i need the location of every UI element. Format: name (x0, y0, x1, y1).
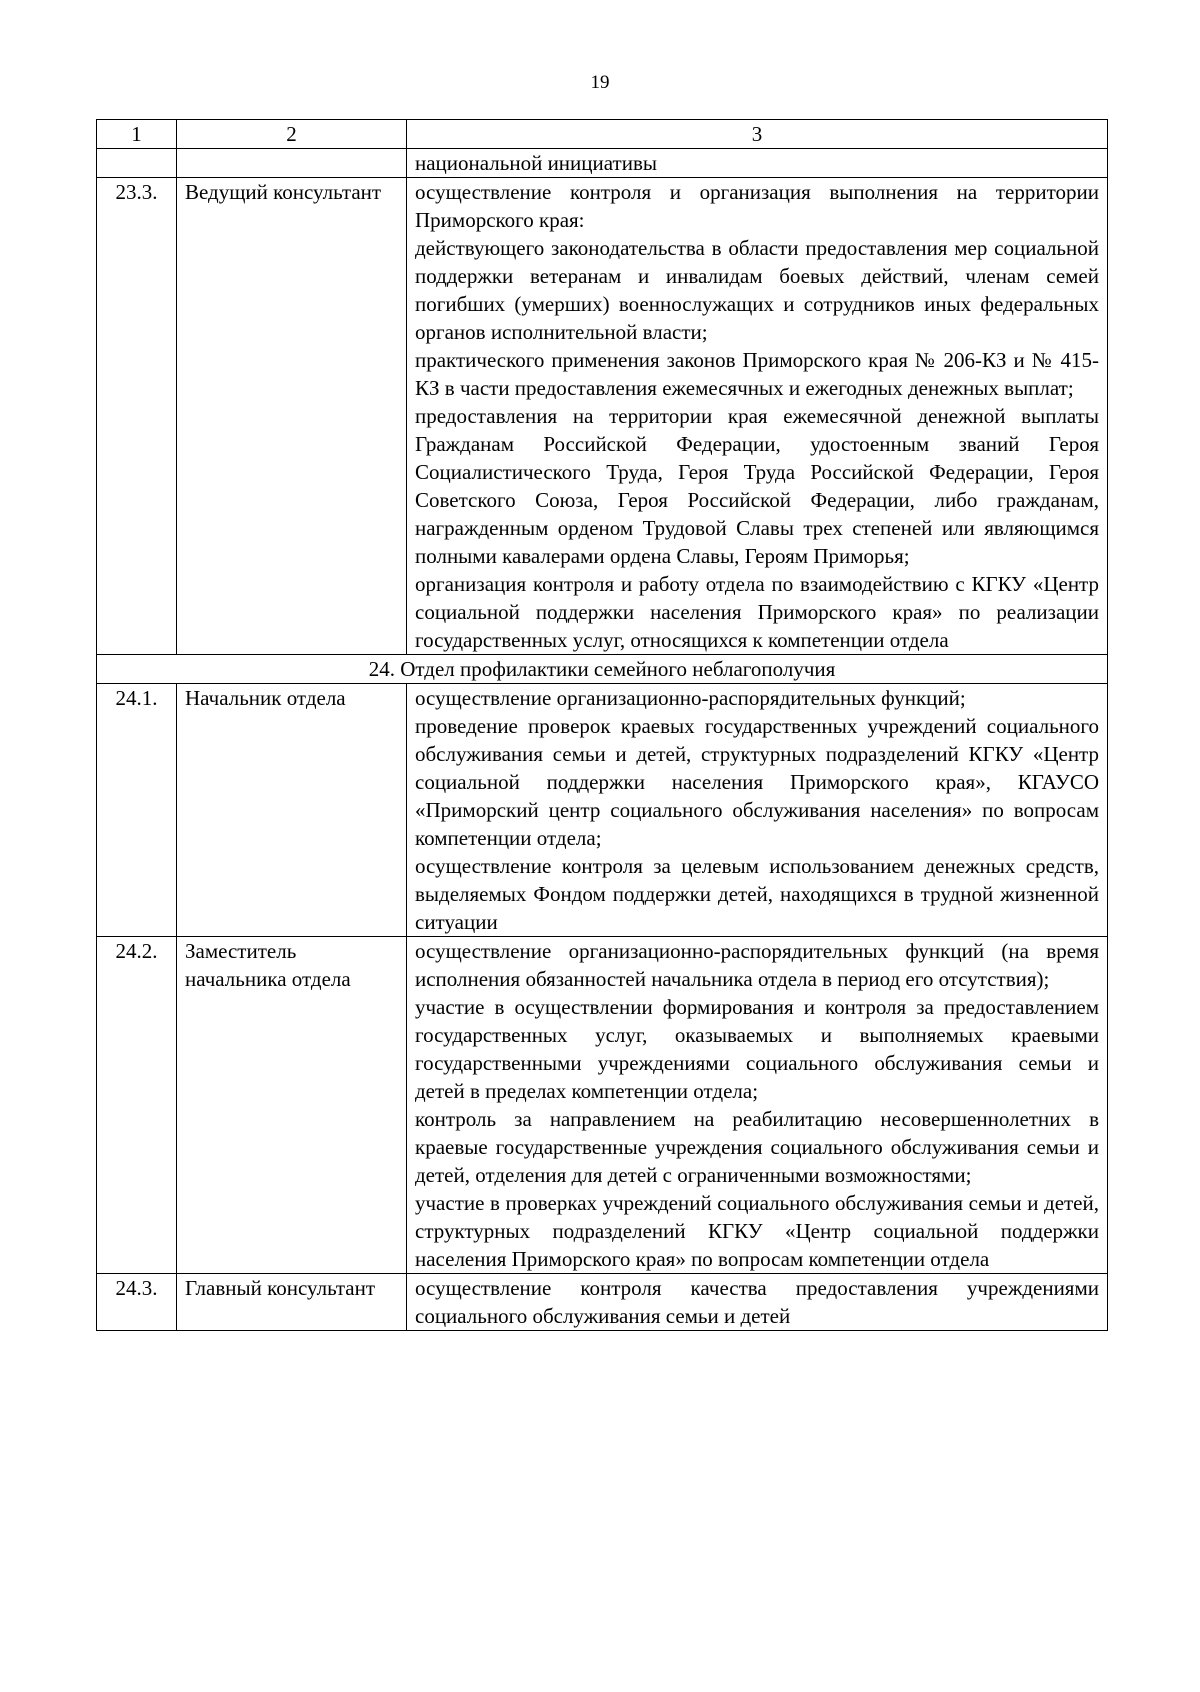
position-title: Главный консультант (177, 1274, 407, 1331)
continuation-text: национальной инициативы (407, 149, 1108, 178)
duty-paragraph: предоставления на территории края ежемесячной денежной выплаты Гражданам Российской Федерации, удостоенным званий Героя Социалистического Труда, Героя Труда Российской Федерации, Героя Советского Союза, Героя Российской Федерации, либо гражданам, награжденным орденом Трудовой Славы трех степеней или являющимся полными кавалерами ордена Славы, Героям Приморья; (415, 404, 1099, 568)
section-title: 24. Отдел профилактики семейного неблагополучия (97, 655, 1108, 684)
table-header-row (97, 120, 1108, 149)
duty-paragraph: организация контроля и работу отдела по взаимодействию с КГКУ «Центр социальной поддержки населения Приморского края» по реализации государственных услуг, относящихся к компетенции отдела (415, 572, 1099, 652)
page-number: 19 (590, 72, 610, 93)
continuation-row (97, 149, 1108, 178)
duty-paragraph: осуществление организационно-распорядительных функций (на время исполнения обязанностей начальника отдела в период его отсутствия); (415, 939, 1099, 991)
table-row (97, 178, 1108, 655)
row-number: 24.1. (97, 684, 177, 937)
duty-paragraph: контроль за направлением на реабилитацию несовершеннолетних в краевые государственные учреждения социального обслуживания семьи и детей, отделения для детей с ограниченными возможностями; (415, 1107, 1099, 1187)
duty-paragraph: участие в проверках учреждений социального обслуживания семьи и детей, структурных подразделений КГКУ «Центр социальной поддержки населения Приморского края» по вопросам компетенции отдела (415, 1191, 1099, 1271)
column-header-1: 1 (97, 120, 177, 149)
position-title: Заместитель начальника отдела (177, 937, 407, 1274)
row-number: 24.3. (97, 1274, 177, 1331)
section-heading-row (97, 655, 1108, 684)
continuation-title-cell (177, 149, 407, 178)
staff-duties-table (96, 119, 1108, 1331)
row-number: 23.3. (97, 178, 177, 655)
continuation-num-cell (97, 149, 177, 178)
duty-paragraph: осуществление контроля и организация выполнения на территории Приморского края: (415, 180, 1099, 232)
duties-cell (407, 684, 1108, 937)
column-header-3: 3 (407, 120, 1108, 149)
duty-paragraph: практического применения законов Приморского края № 206-КЗ и № 415-КЗ в части предоставления ежемесячных и ежегодных денежных выплат; (415, 348, 1099, 400)
column-header-2: 2 (177, 120, 407, 149)
position-title: Ведущий консультант (177, 178, 407, 655)
duty-paragraph: действующего законодательства в области предоставления мер социальной поддержки ветеранам и инвалидам боевых действий, членам семей погибших (умерших) военнослужащих и сотрудников иных федеральных органов исполнительной власти; (415, 236, 1099, 344)
duty-paragraph: осуществление организационно-распорядительных функций; (415, 686, 966, 710)
duty-paragraph: осуществление контроля за целевым использованием денежных средств, выделяемых Фондом поддержки детей, находящихся в трудной жизненной ситуации (415, 854, 1099, 934)
position-title: Начальник отдела (177, 684, 407, 937)
row-number: 24.2. (97, 937, 177, 1274)
duties-cell (407, 178, 1108, 655)
table-row (97, 684, 1108, 937)
table-row (97, 937, 1108, 1274)
duty-paragraph: проведение проверок краевых государственных учреждений социального обслуживания семьи и детей, структурных подразделений КГКУ «Центр социальной поддержки населения Приморского края», КГАУСО «Приморский центр социального обслуживания населения» по вопросам компетенции отдела; (415, 714, 1099, 850)
duties-cell (407, 937, 1108, 1274)
duty-paragraph: участие в осуществлении формирования и контроля за предоставлением государственных услуг, оказываемых и выполняемых краевыми государственными учреждениями социального обслуживания семьи и детей в пределах компетенции отдела; (415, 995, 1099, 1103)
table-row (97, 1274, 1108, 1331)
duty-paragraph: осуществление контроля качества предоставления учреждениями социального обслуживания семьи и детей (415, 1276, 1099, 1328)
duties-cell (407, 1274, 1108, 1331)
